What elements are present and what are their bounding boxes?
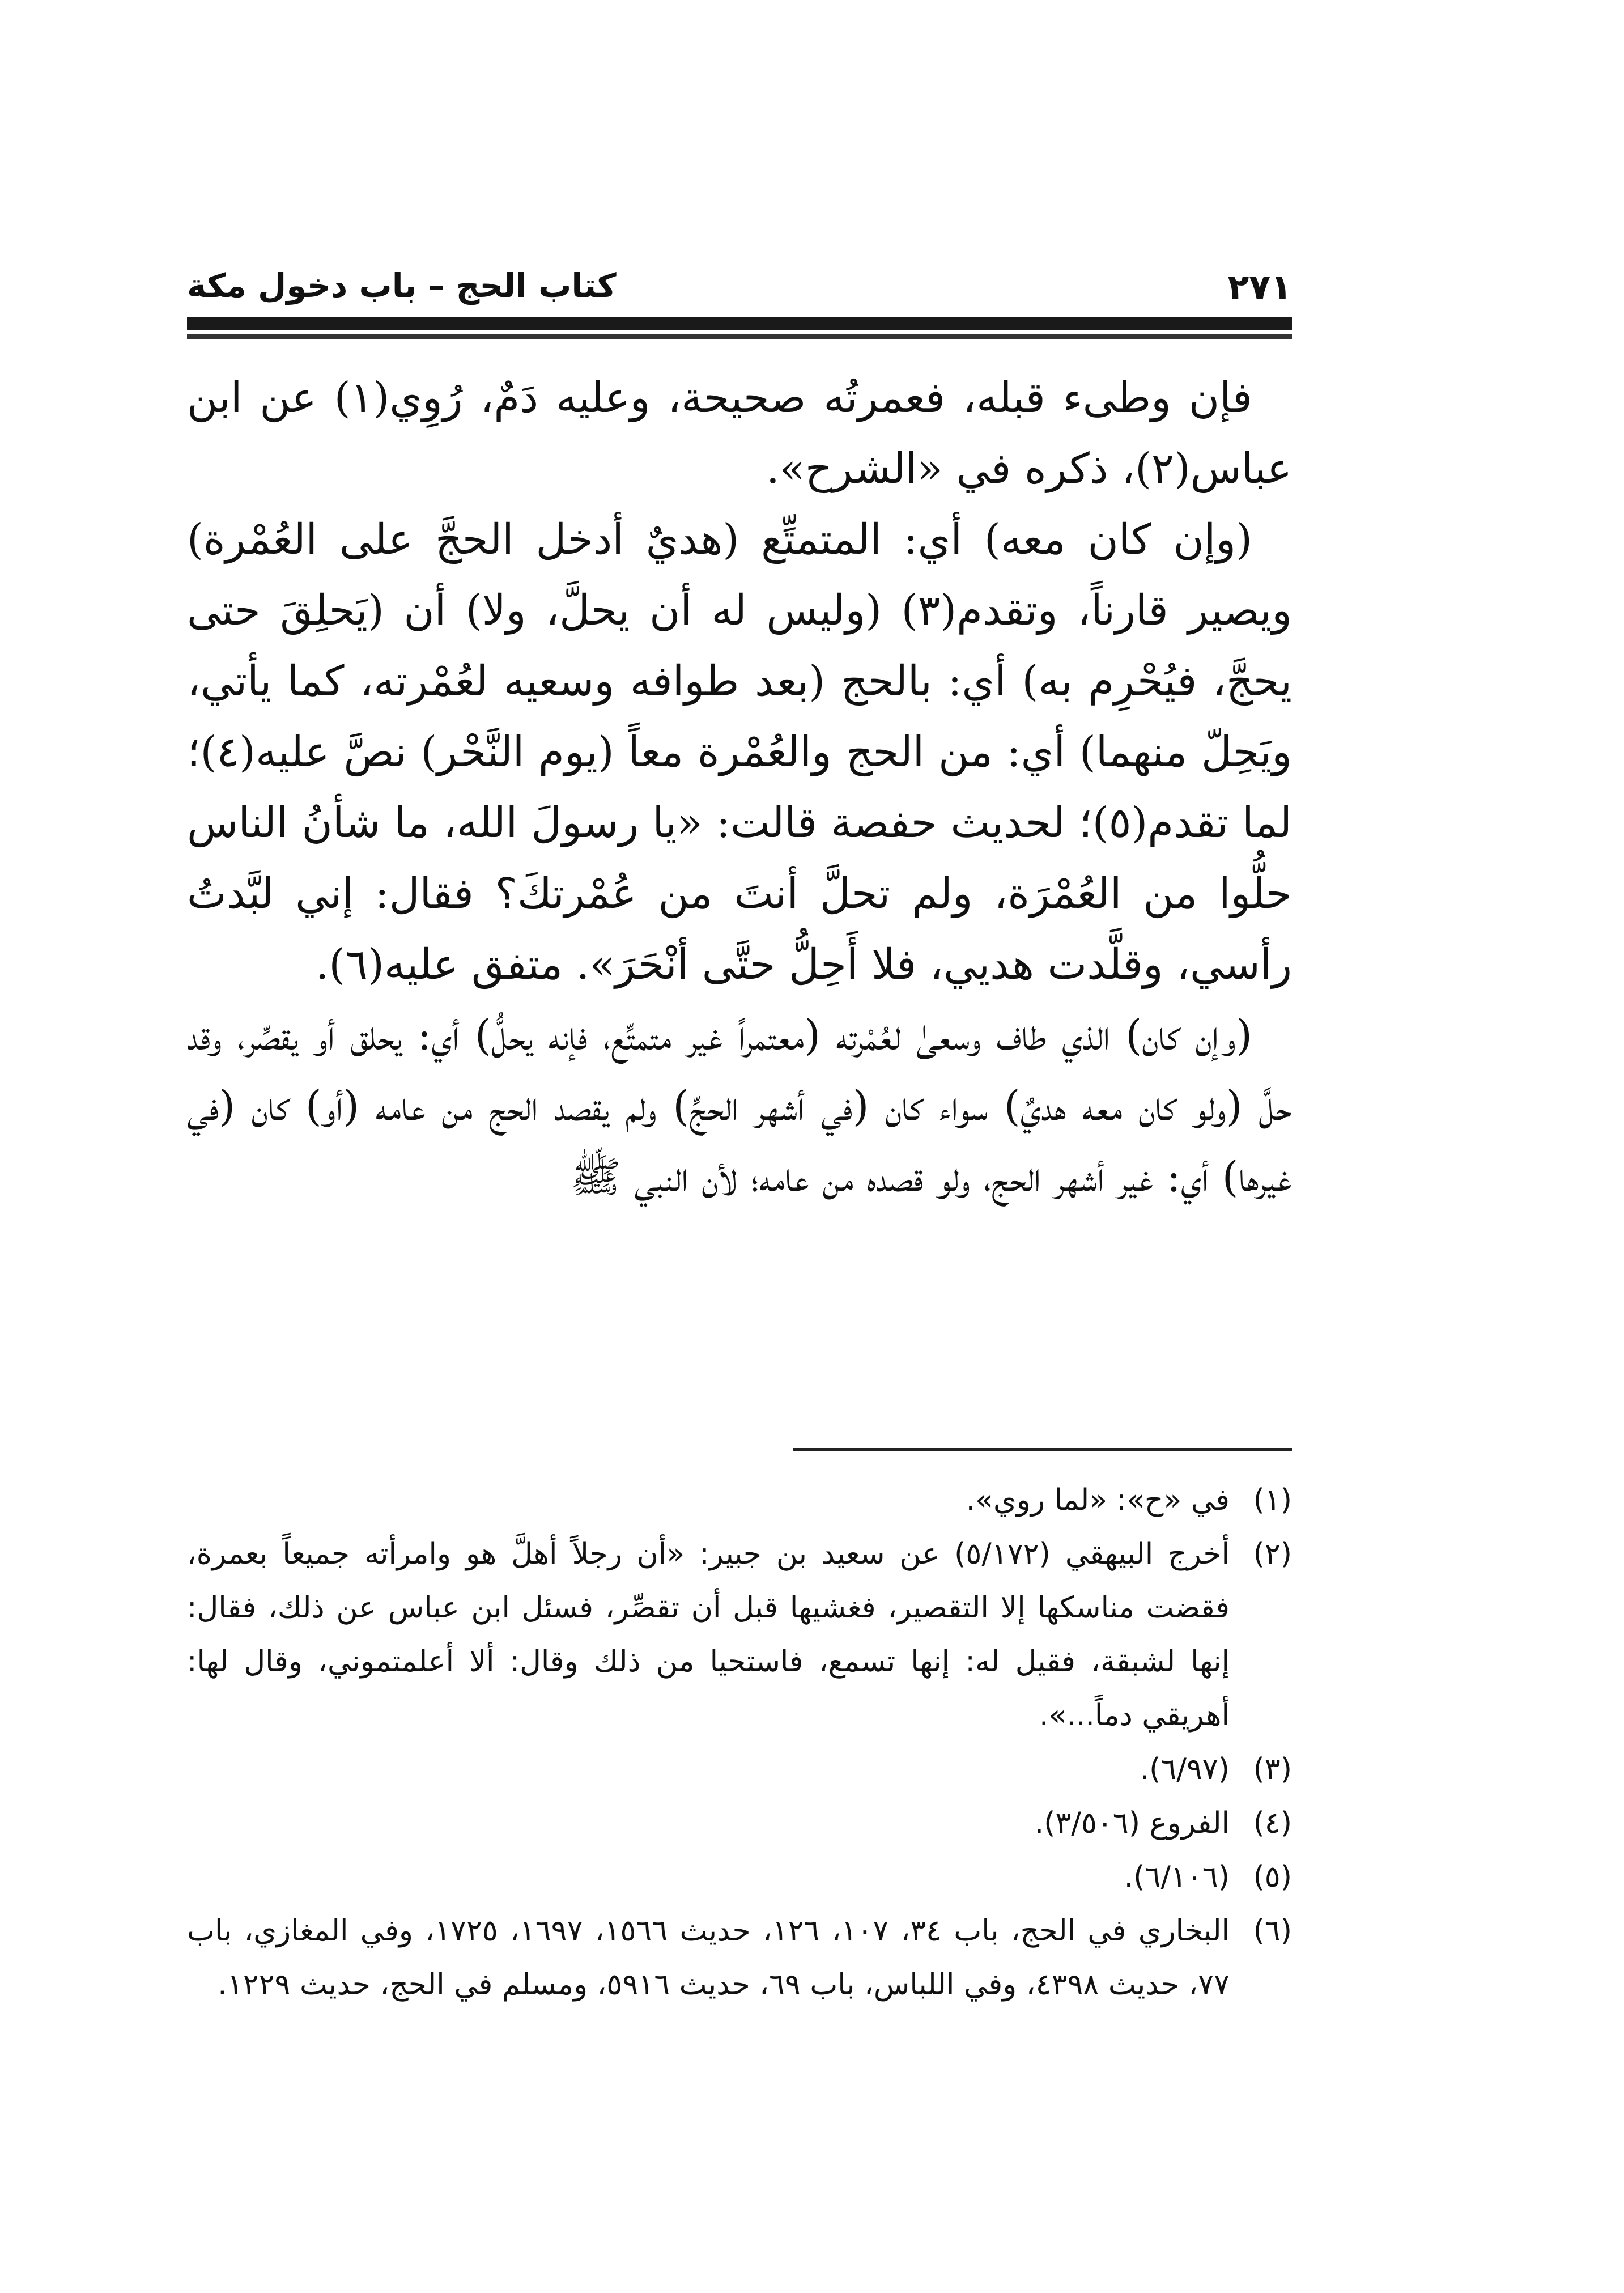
footnote-number: (١) [1253,1483,1292,1517]
footnote-number: (٦) [1253,1914,1292,1948]
footnote-text: البخاري في الحج، باب ٣٤، ١٠٧، ١٢٦، حديث ١٥٦٦، ١٦٩٧، ١٧٢٥، وفي المغازي، باب ٧٧، حديث ٤٣٩٨، وفي اللباس، باب ٦٩، حديث ٥٩١٦، ومسلم في الحج، حديث ١٢٢٩. [187,1914,1230,2002]
main-text [187,363,1292,1213]
paragraph-1: فإن وطىء قبله، فعمرتُه صحيحة، وعليه دَمٌ، رُوِي(١) عن ابن عباس(٢)، ذكره في «الشرح». [187,373,1292,493]
footnote-2 [187,1527,1292,1743]
footnote-text: (٦/١٠٦). [1124,1860,1230,1894]
page-header [187,266,1292,312]
footnote-separator [793,1448,1292,1451]
footnote-1 [187,1474,1292,1527]
footnote-number: (٣) [1253,1752,1292,1786]
footnote-text: (٦/٩٧). [1140,1752,1230,1786]
header-rule [187,317,1292,330]
running-title: كتاب الحج – باب دخول مكة [187,266,617,305]
footnote-number: (٢) [1253,1537,1292,1571]
page-number: ٢٧١ [1227,266,1292,308]
paragraph-3: (وإن كان) الذي طاف وسعىٰ لعُمْرته (معتمراً غير متمتِّع، فإنه يحلُّ) أي: يحلق أو يقصِّر، وقد حلَّ (ولو كان معه هديٌ) سواء كان (في أشهر الحجِّ) ولم يقصد الحج من عامه (أو) كان (في غيرها) أي: غير أشهر الحج، ولو قصده من عامه؛ لأن النبي ﷺ [187,1011,1292,1201]
header-rule-thin [187,334,1292,339]
footnote-text: أخرج البيهقي (٥/١٧٢) عن سعيد بن جبير: «أن رجلاً أهلَّ هو وامرأته جميعاً بعمرة، فقضت مناسكها إلا التقصير، فغشيها قبل أن تقصِّر، فسئل ابن عباس عن ذلك، فقال: إنها لشبقة، فقيل له: إنها تسمع، فاستحيا من ذلك وقال: ألا أعلمتموني، وقال لها: أهريقي دماً...». [187,1537,1230,1733]
footnote-text: الفروع (٣/٥٠٦). [1034,1806,1230,1840]
footnote-text: في «ح»: «لما روي». [966,1483,1230,1517]
footnote-4 [187,1797,1292,1850]
footnote-6 [187,1904,1292,2012]
paragraph-2: (وإن كان معه) أي: المتمتِّع (هديٌ أدخل الحجَّ على العُمْرة) ويصير قارناً، وتقدم(٣) (وليس له أن يحلَّ، ولا) أن (يَحلِقَ حتى يحجَّ، فيُحْرِم به) أي: بالحج (بعد طوافه وسعيه لعُمْرته، كما يأتي، ويَحِلّ منهما) أي: من الحج والعُمْرة معاً (يوم النَّحْر) نصَّ عليه(٤)؛ لما تقدم(٥)؛ لحديث حفصة قالت: «يا رسولَ الله، ما شأنُ الناس حلُّوا من العُمْرَة، ولم تحلَّ أنتَ من عُمْرتكَ؟ فقال: إني لبَّدتُ رأسي، وقلَّدت هديي، فلا أَحِلُّ حتَّى أنْحَرَ». متفق عليه(٦). [187,515,1293,989]
footnotes [187,1474,1292,2012]
footnote-3 [187,1743,1292,1797]
footnote-number: (٤) [1253,1806,1292,1840]
footnote-number: (٥) [1253,1860,1292,1894]
footnote-5 [187,1850,1292,1904]
